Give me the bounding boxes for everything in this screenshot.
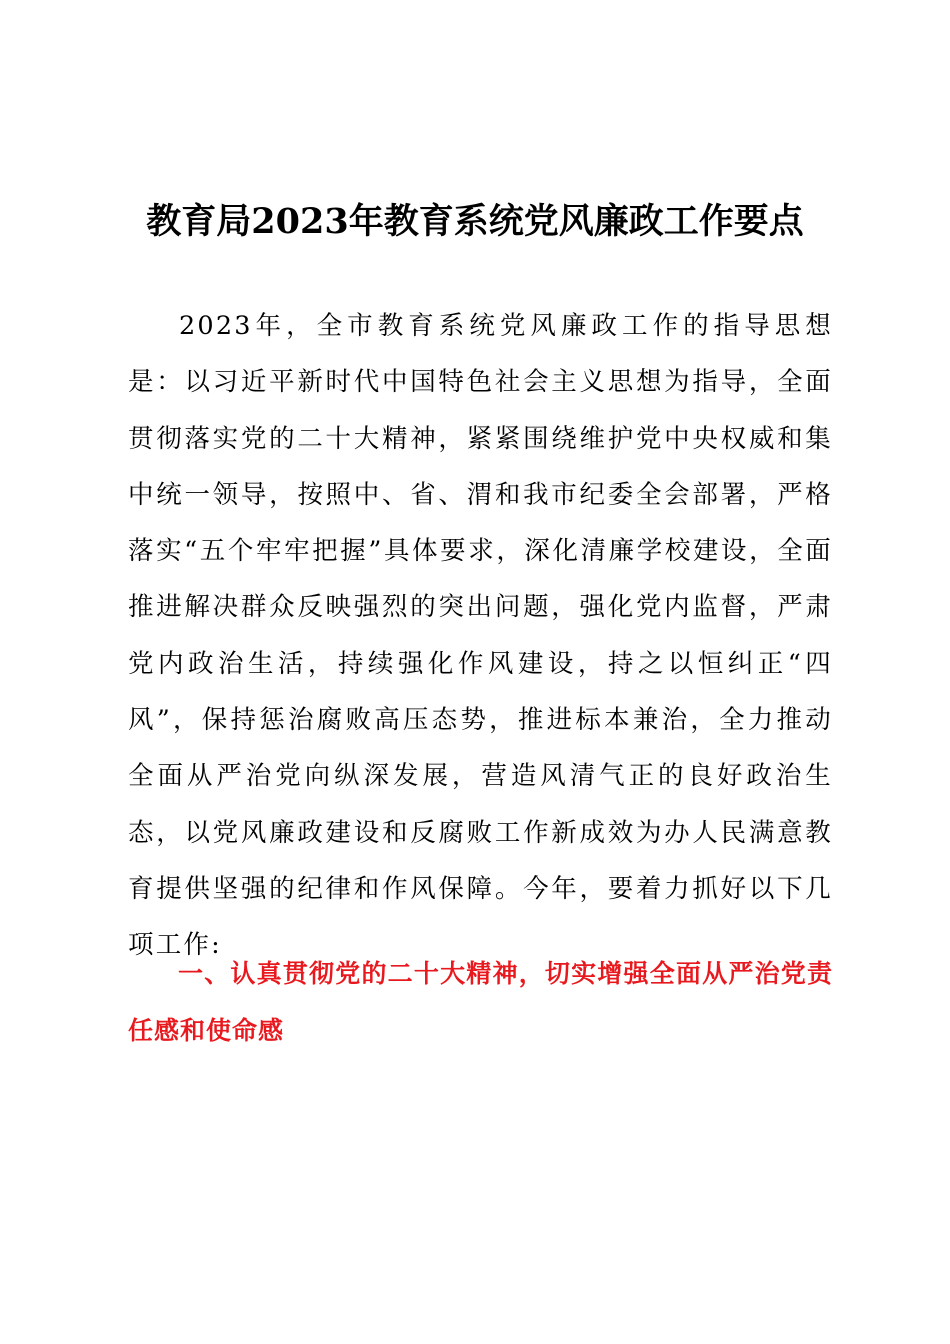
section-one-heading: 一、认真贯彻党的二十大精神，切实增强全面从严治党责任感和使命感 bbox=[128, 959, 833, 1045]
guiding-principle-paragraph: 2023年，全市教育系统党风廉政工作的指导思想是：以习近平新时代中国特色社会主义思想为指导，全面贯彻落实党的二十大精神，紧紧围绕维护党中央权威和集中统一领导，按照中、省、渭和我市纪委全会部署，严格落实“五个牢牢把握”具体要求，深化清廉学校建设，全面推进解决群众反映强烈的突出问题，强化党内监督，严肃党内政治生活，持续强化作风建设，持之以恒纠正“四风”，保持惩治腐败高压态势，推进标本兼治，全力推动全面从严治党向纵深发展，营造风清气正的良好政治生态，以党风廉政建设和反腐败工作新成效为办人民满意教育提供坚强的纪律和作风保障。今年，要着力抓好以下几项工作: bbox=[128, 311, 833, 961]
document-title: 教育局2023年教育系统党风廉政工作要点 bbox=[146, 201, 804, 242]
